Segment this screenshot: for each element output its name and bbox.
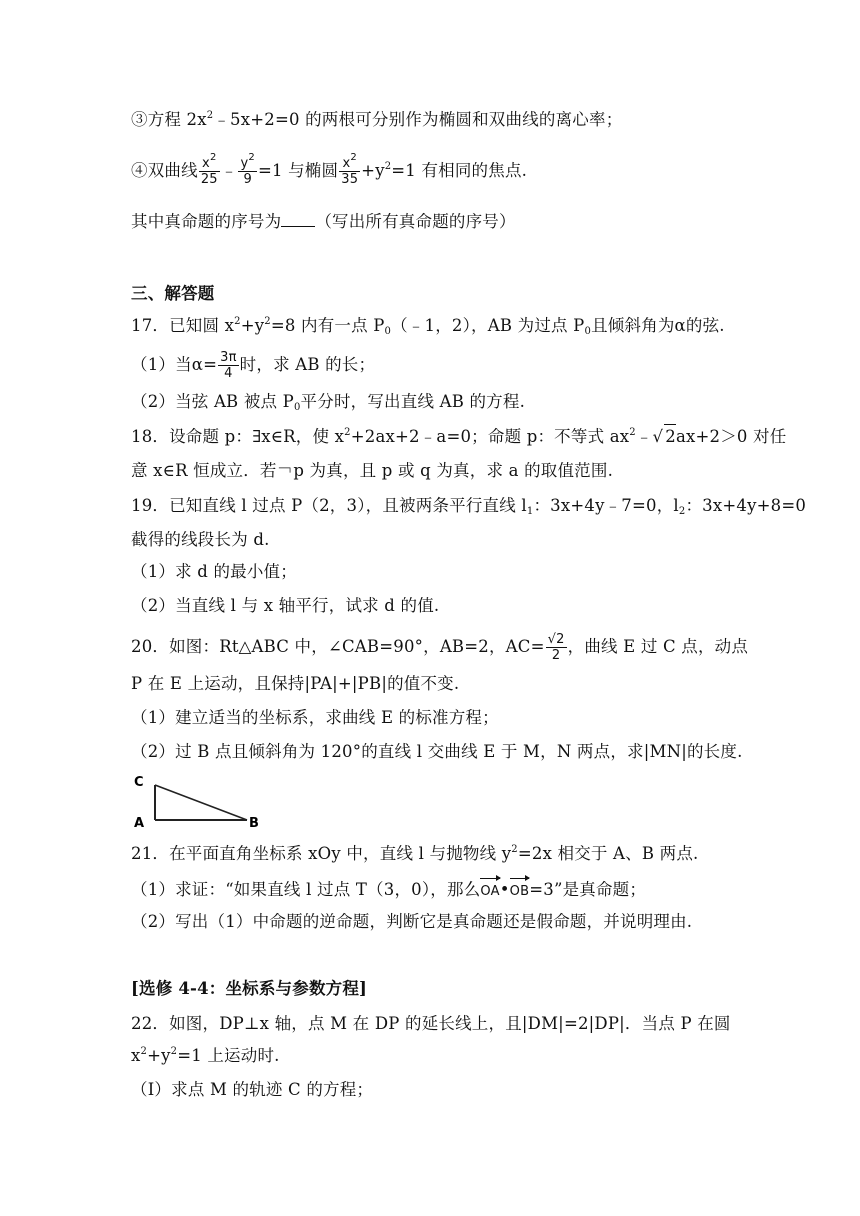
fraction: $\frac{y^2}{9}$ [240, 152, 255, 187]
question-21: 21．在平面直角坐标系 xOy 中，直线 l 与抛物线 $y^2=2x$ 相交于 A、B 两点. [131, 844, 699, 863]
question-18: 18．设命题 p：∃x∈R，使 $x^2+2ax+2﹣a=0$；命题 p：不等式 $ax^2﹣√$ 2ax+2＞0 对任 [131, 424, 786, 449]
question-18-cont: 意 x∈R 恒成立．若￢p 为真，且 p 或 q 为真，求 a 的取值范围. [131, 461, 614, 480]
question-20-cont: P 在 E 上运动，且保持|PA|+|PB|的值不变. [131, 674, 460, 693]
question-19: 19．已知直线 l 过点 P（2，3），且被两条平行直线 $l_1$：3x+4y﹣7=0，$l_2$：3x+4y+8=0 [131, 496, 807, 517]
label-c: C [134, 775, 144, 790]
fraction: $\frac{x^2}{25}$ [200, 152, 218, 187]
vector-ob: OB [510, 876, 530, 904]
question-22: 22．如图，DP⊥x 轴，点 M 在 DP 的延长线上，且|DM|=2|DP|．当点 P 在圆 [131, 1014, 731, 1033]
question-17: 17．已知圆 $x^2+y^2=8$ 内有一点 $P_0(﹣1$，2），AB 为过点 $P_0$且倾斜角为α的弦. [131, 316, 725, 337]
answer-prompt: 其中真命题的序号为 （写出所有真命题的序号） [131, 212, 516, 231]
question-19-cont: 截得的线段长为 d. [131, 530, 270, 549]
answer-blank [281, 212, 315, 227]
question-21-part-2: （2）写出（1）中命题的逆命题，判断它是真命题还是假命题，并说明理由. [131, 912, 693, 931]
question-21-part-1: （1）求证：“如果直线 l 过点 T（3，0），那么OA•OB=3”是真命题； [131, 876, 646, 904]
question-19-part-2: （2）当直线 l 与 x 轴平行，试求 d 的值. [131, 596, 440, 615]
question-22-cont: $x^2+y^2=1$ 上运动时. [131, 1046, 280, 1065]
triangle-figure [131, 770, 271, 832]
question-20-part-2: （2）过 B 点且倾斜角为 120°的直线 l 交曲线 E 于 M，N 两点，求|MN|的长度. [131, 742, 743, 761]
label-b: B [249, 816, 259, 831]
section-heading: 三、解答题 [131, 284, 215, 303]
question-22-part-1: （I）求点 M 的轨迹 C 的方程； [131, 1080, 374, 1099]
label-a: A [134, 816, 145, 831]
question-17-part-1: （1）当α= $\frac{3\pi}{4}$ 时，求 AB 的长； [131, 350, 376, 381]
side-cb [155, 785, 247, 820]
question-19-part-1: （1）求 d 的最小值； [131, 562, 297, 581]
statement-4: ④双曲线 $\frac{x^2}{25}$ ﹣ $\frac{y^2}{9}$ =1 与椭圆 $\frac{x^2}{35}$ $+y^2=1$ 有相同的焦点. [131, 152, 528, 187]
section-heading-4-4: [选修 4-4：坐标系与参数方程] [131, 979, 368, 998]
fraction: $\frac{x^2}{35}$ [341, 152, 359, 187]
question-20: 20．如图：Rt△ABC 中，∠CAB=90°，AB=2，AC= $\frac{√2}{2}$ ，曲线 E 过 C 点，动点 [131, 632, 749, 663]
fraction: $\frac{√2}{2}$ [547, 632, 565, 663]
question-20-part-1: （1）建立适当的坐标系，求曲线 E 的标准方程； [131, 708, 499, 727]
question-17-part-2: （2）当弦 AB 被点 $P_0$平分时，写出直线 AB 的方程. [131, 392, 526, 413]
statement-3: ③方程 $2x^2﹣5x+2=0$ 的两根可分别作为椭圆和双曲线的离心率； [131, 110, 623, 129]
fraction: $\frac{3\pi}{4}$ [220, 350, 237, 381]
vector-oa: OA [480, 876, 499, 904]
